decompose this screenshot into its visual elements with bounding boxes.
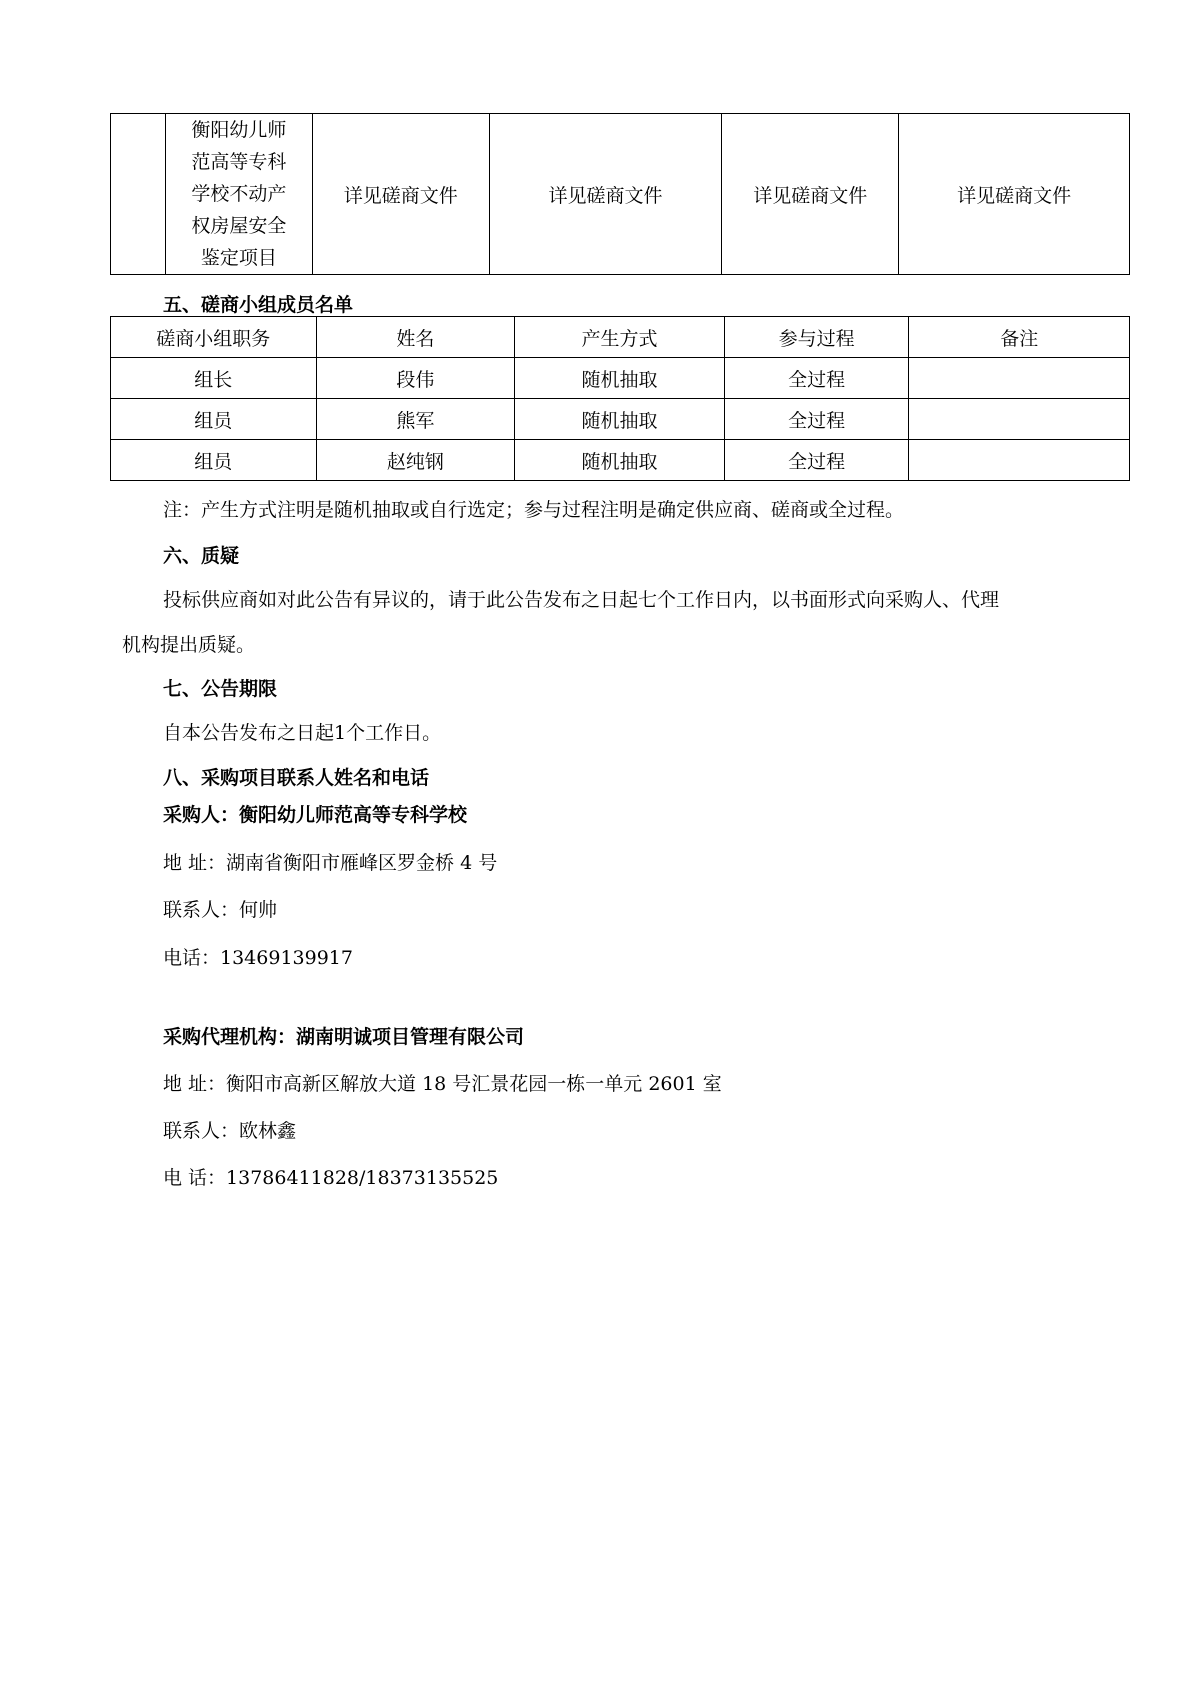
section-heading: 八、采购项目联系人姓名和电话	[163, 767, 430, 789]
table-cell: 全过程	[724, 440, 909, 481]
table-cell: 随机抽取	[515, 440, 725, 481]
table-cell: 赵纯钢	[316, 440, 515, 481]
table-cell: 随机抽取	[515, 399, 725, 440]
agency-title: 采购代理机构：湖南明诚项目管理有限公司	[163, 1026, 525, 1048]
column-header: 参与过程	[724, 317, 909, 358]
table-cell: 段伟	[316, 358, 515, 399]
table-cell: 详见磋商文件	[899, 114, 1130, 275]
section-heading: 五、磋商小组成员名单	[163, 294, 354, 316]
table-row	[111, 358, 1130, 399]
paragraph-line: 机构提出质疑。	[122, 634, 256, 656]
table-cell: 详见磋商文件	[312, 114, 489, 275]
table-cell: 详见磋商文件	[722, 114, 899, 275]
project-name-line: 鉴定项目	[200, 247, 277, 269]
table-cell	[909, 399, 1130, 440]
purchaser-address: 地 址：湖南省衡阳市雁峰区罗金桥 4 号	[163, 852, 498, 874]
paragraph-line: 投标供应商如对此公告有异议的，请于此公告发布之日起七个工作日内，以书面形式向采购人、代理	[163, 589, 1000, 611]
table-cell: 组员	[111, 399, 317, 440]
table-cell: 全过程	[724, 399, 909, 440]
table-note: 注：产生方式注明是随机抽取或自行选定；参与过程注明是确定供应商、磋商或全过程。	[163, 499, 905, 521]
paragraph: 自本公告发布之日起1个工作日。	[163, 722, 442, 744]
section-heading: 六、质疑	[163, 545, 240, 567]
agency-address: 地 址：衡阳市高新区解放大道 18 号汇景花园一栋一单元 2601 室	[163, 1073, 722, 1095]
table-cell: 熊军	[316, 399, 515, 440]
table-cell-empty	[111, 114, 166, 275]
purchaser-phone: 电话：13469139917	[163, 947, 353, 969]
table-row	[111, 440, 1130, 481]
table-header-row	[111, 317, 1130, 358]
agency-contact: 联系人：欧林鑫	[163, 1120, 297, 1142]
table-cell: 组员	[111, 440, 317, 481]
table-row	[111, 114, 1130, 275]
project-name-line: 权房屋安全	[191, 215, 287, 237]
purchaser-title: 采购人：衡阳幼儿师范高等专科学校	[163, 804, 468, 826]
table-row	[111, 399, 1130, 440]
table-cell	[909, 440, 1130, 481]
column-header: 姓名	[316, 317, 515, 358]
project-name-cell	[165, 114, 312, 275]
column-header: 产生方式	[515, 317, 725, 358]
project-name-line: 学校不动产	[191, 183, 287, 205]
members-table	[110, 316, 1130, 481]
column-header: 备注	[909, 317, 1130, 358]
table-cell: 详见磋商文件	[489, 114, 722, 275]
agency-phone: 电 话：13786411828/18373135525	[163, 1167, 499, 1189]
table-cell: 组长	[111, 358, 317, 399]
section-heading: 七、公告期限	[163, 678, 278, 700]
purchaser-contact: 联系人：何帅	[163, 899, 278, 921]
table-cell: 全过程	[724, 358, 909, 399]
table-cell: 随机抽取	[515, 358, 725, 399]
project-table	[110, 113, 1130, 275]
table-cell	[909, 358, 1130, 399]
column-header: 磋商小组职务	[111, 317, 317, 358]
project-name-line: 范高等专科	[191, 151, 287, 173]
project-name-line: 衡阳幼儿师	[191, 119, 287, 141]
